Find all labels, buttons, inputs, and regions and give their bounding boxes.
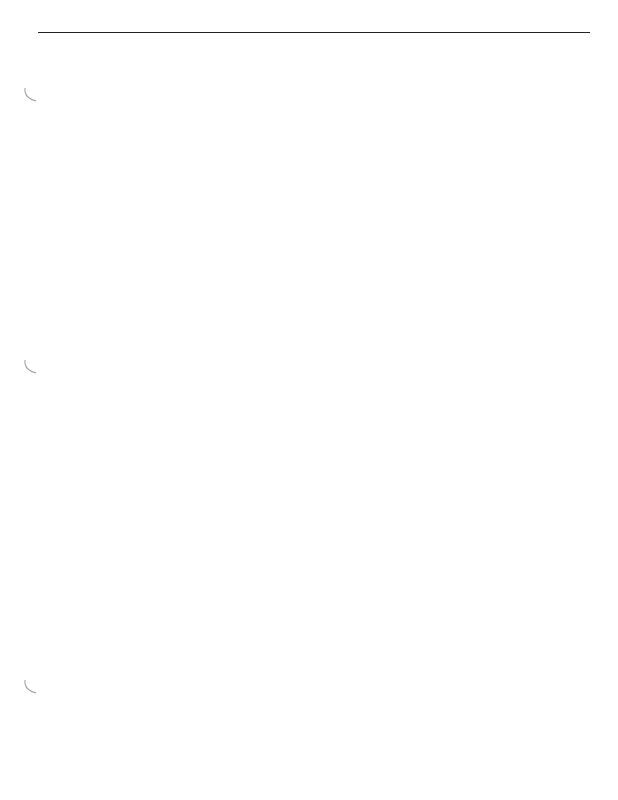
- header-rule: [38, 32, 590, 33]
- binder-hole-mark-icon: [22, 86, 40, 104]
- binder-hole-mark-icon: [22, 678, 40, 696]
- left-column: [52, 38, 316, 88]
- binder-hole-mark-icon: [22, 358, 40, 376]
